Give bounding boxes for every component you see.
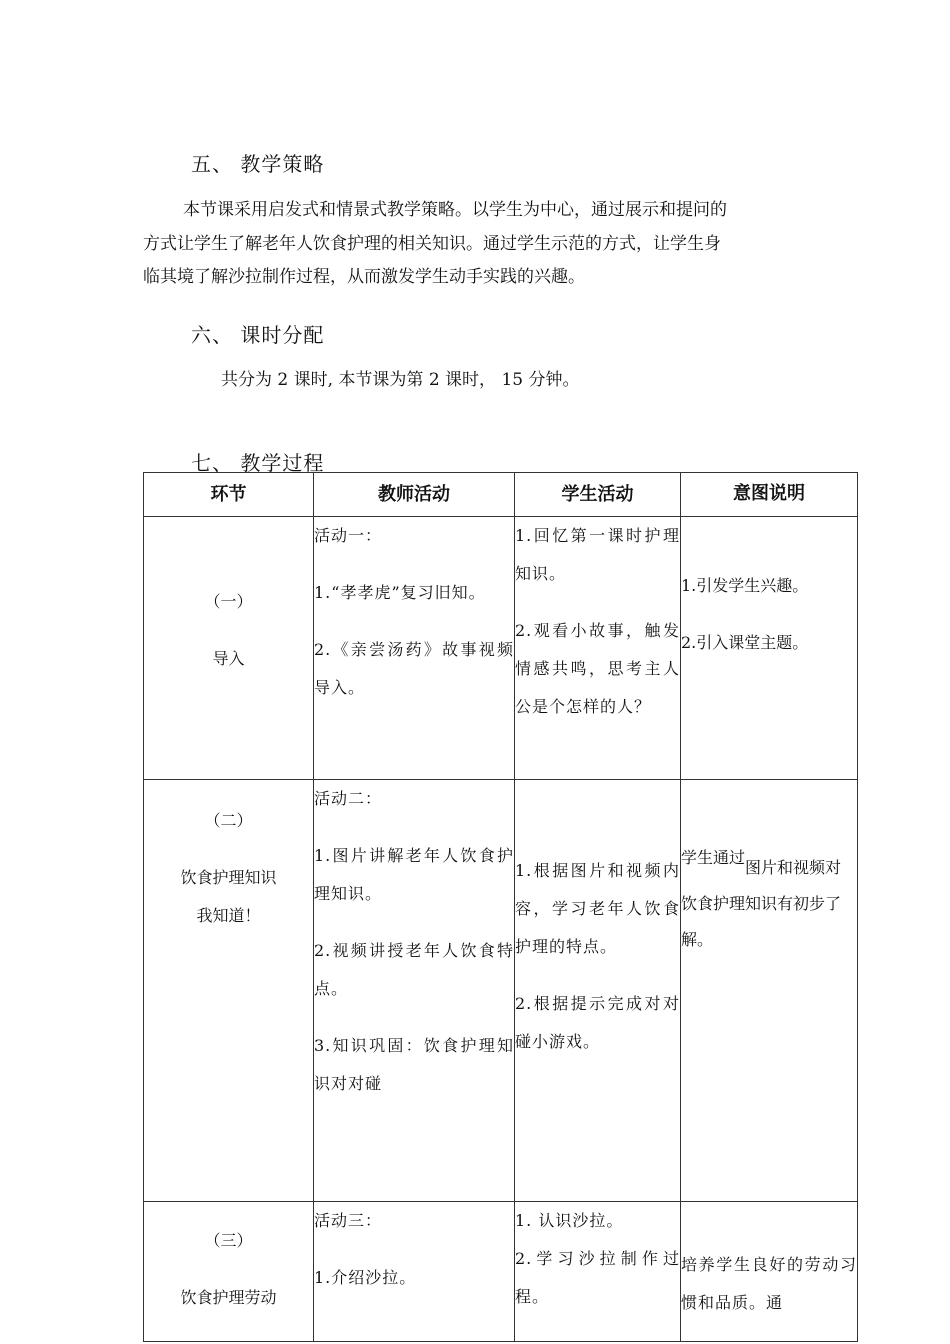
stage-number: （一） <box>204 592 253 611</box>
stage-cell <box>144 1202 314 1342</box>
intent-item <box>681 840 857 948</box>
intent-cell <box>681 1202 858 1342</box>
header-intent: 意图说明 <box>681 473 858 517</box>
activity-item: 1.介绍沙拉。 <box>314 1268 417 1287</box>
intent-cell <box>681 780 858 1202</box>
activity-item: 1.图片讲解老年人饮食护理知识。 <box>314 846 514 903</box>
section-6-text: 共分为 2 课时, 本节课为第 2 课时， 15 分钟。 <box>221 370 580 390</box>
activity-item: 1.“孝孝虎”复习旧知。 <box>314 583 486 602</box>
intent-text: 图片和视频对饮食护理知识有初步了解。 <box>681 858 842 949</box>
header-student: 学生活动 <box>515 473 681 517</box>
activity-title: 活动三： <box>314 1211 383 1230</box>
intent-item: 培养学生良好的劳动习惯和品质。通 <box>681 1255 857 1312</box>
activity-title: 活动一： <box>314 526 383 545</box>
activity-title: 活动二： <box>314 789 383 808</box>
student-item: 1.回忆第一课时护理知识。 <box>515 526 680 583</box>
teacher-cell <box>314 1202 515 1342</box>
table-row <box>144 1202 858 1342</box>
student-item: 1. 认识沙拉。 <box>515 1211 624 1230</box>
teaching-process-table <box>143 472 858 1342</box>
paragraph-line: 方式让学生了解老年人饮食护理的相关知识。通过学生示范的方式，让学生身 <box>143 234 721 254</box>
teacher-cell <box>314 517 515 780</box>
section-6-heading: 六、 课时分配 <box>191 323 325 347</box>
stage-title: 导入 <box>212 649 245 668</box>
intent-cell <box>681 517 858 780</box>
intent-text: 学生通过 <box>681 848 746 867</box>
paragraph-line: 临其境了解沙拉制作过程，从而激发学生动手实践的兴趣。 <box>143 267 585 287</box>
table-row <box>144 517 858 780</box>
intent-item: 2.引入课堂主题。 <box>681 633 809 652</box>
student-cell <box>515 780 681 1202</box>
table-row <box>144 780 858 1202</box>
teacher-cell <box>314 780 515 1202</box>
student-cell <box>515 517 681 780</box>
stage-cell <box>144 780 314 1202</box>
student-item: 1.根据图片和视频内容，学习老年人饮食护理的特点。 <box>515 861 680 956</box>
section-5-heading: 五、 教学策略 <box>191 152 325 176</box>
student-item: 2.学习沙拉制作过程。 <box>515 1249 680 1306</box>
stage-number: （二） <box>204 811 253 830</box>
stage-title: 饮食护理知识 <box>180 868 277 887</box>
header-teacher: 教师活动 <box>314 473 515 517</box>
student-cell <box>515 1202 681 1342</box>
stage-title: 我知道！ <box>196 906 261 925</box>
header-stage: 环节 <box>144 473 314 517</box>
paragraph-line: 本节课采用启发式和情景式教学策略。以学生为中心，通过展示和提问的 <box>183 200 727 220</box>
section-7-heading: 七、 教学过程 <box>191 451 325 475</box>
student-item: 2.根据提示完成对对碰小游戏。 <box>515 994 680 1051</box>
stage-number: （三） <box>204 1231 253 1250</box>
stage-cell <box>144 517 314 780</box>
activity-item: 3.知识巩固：饮食护理知识对对碰 <box>314 1036 514 1093</box>
activity-item: 2.《亲尝汤药》故事视频导入。 <box>314 640 514 697</box>
activity-item: 2.视频讲授老年人饮食特点。 <box>314 941 514 998</box>
table-header-row <box>144 473 858 517</box>
stage-title: 饮食护理劳动 <box>180 1288 277 1307</box>
intent-item: 1.引发学生兴趣。 <box>681 576 809 595</box>
student-item: 2.观看小故事，触发情感共鸣，思考主人公是个怎样的人？ <box>515 621 680 716</box>
